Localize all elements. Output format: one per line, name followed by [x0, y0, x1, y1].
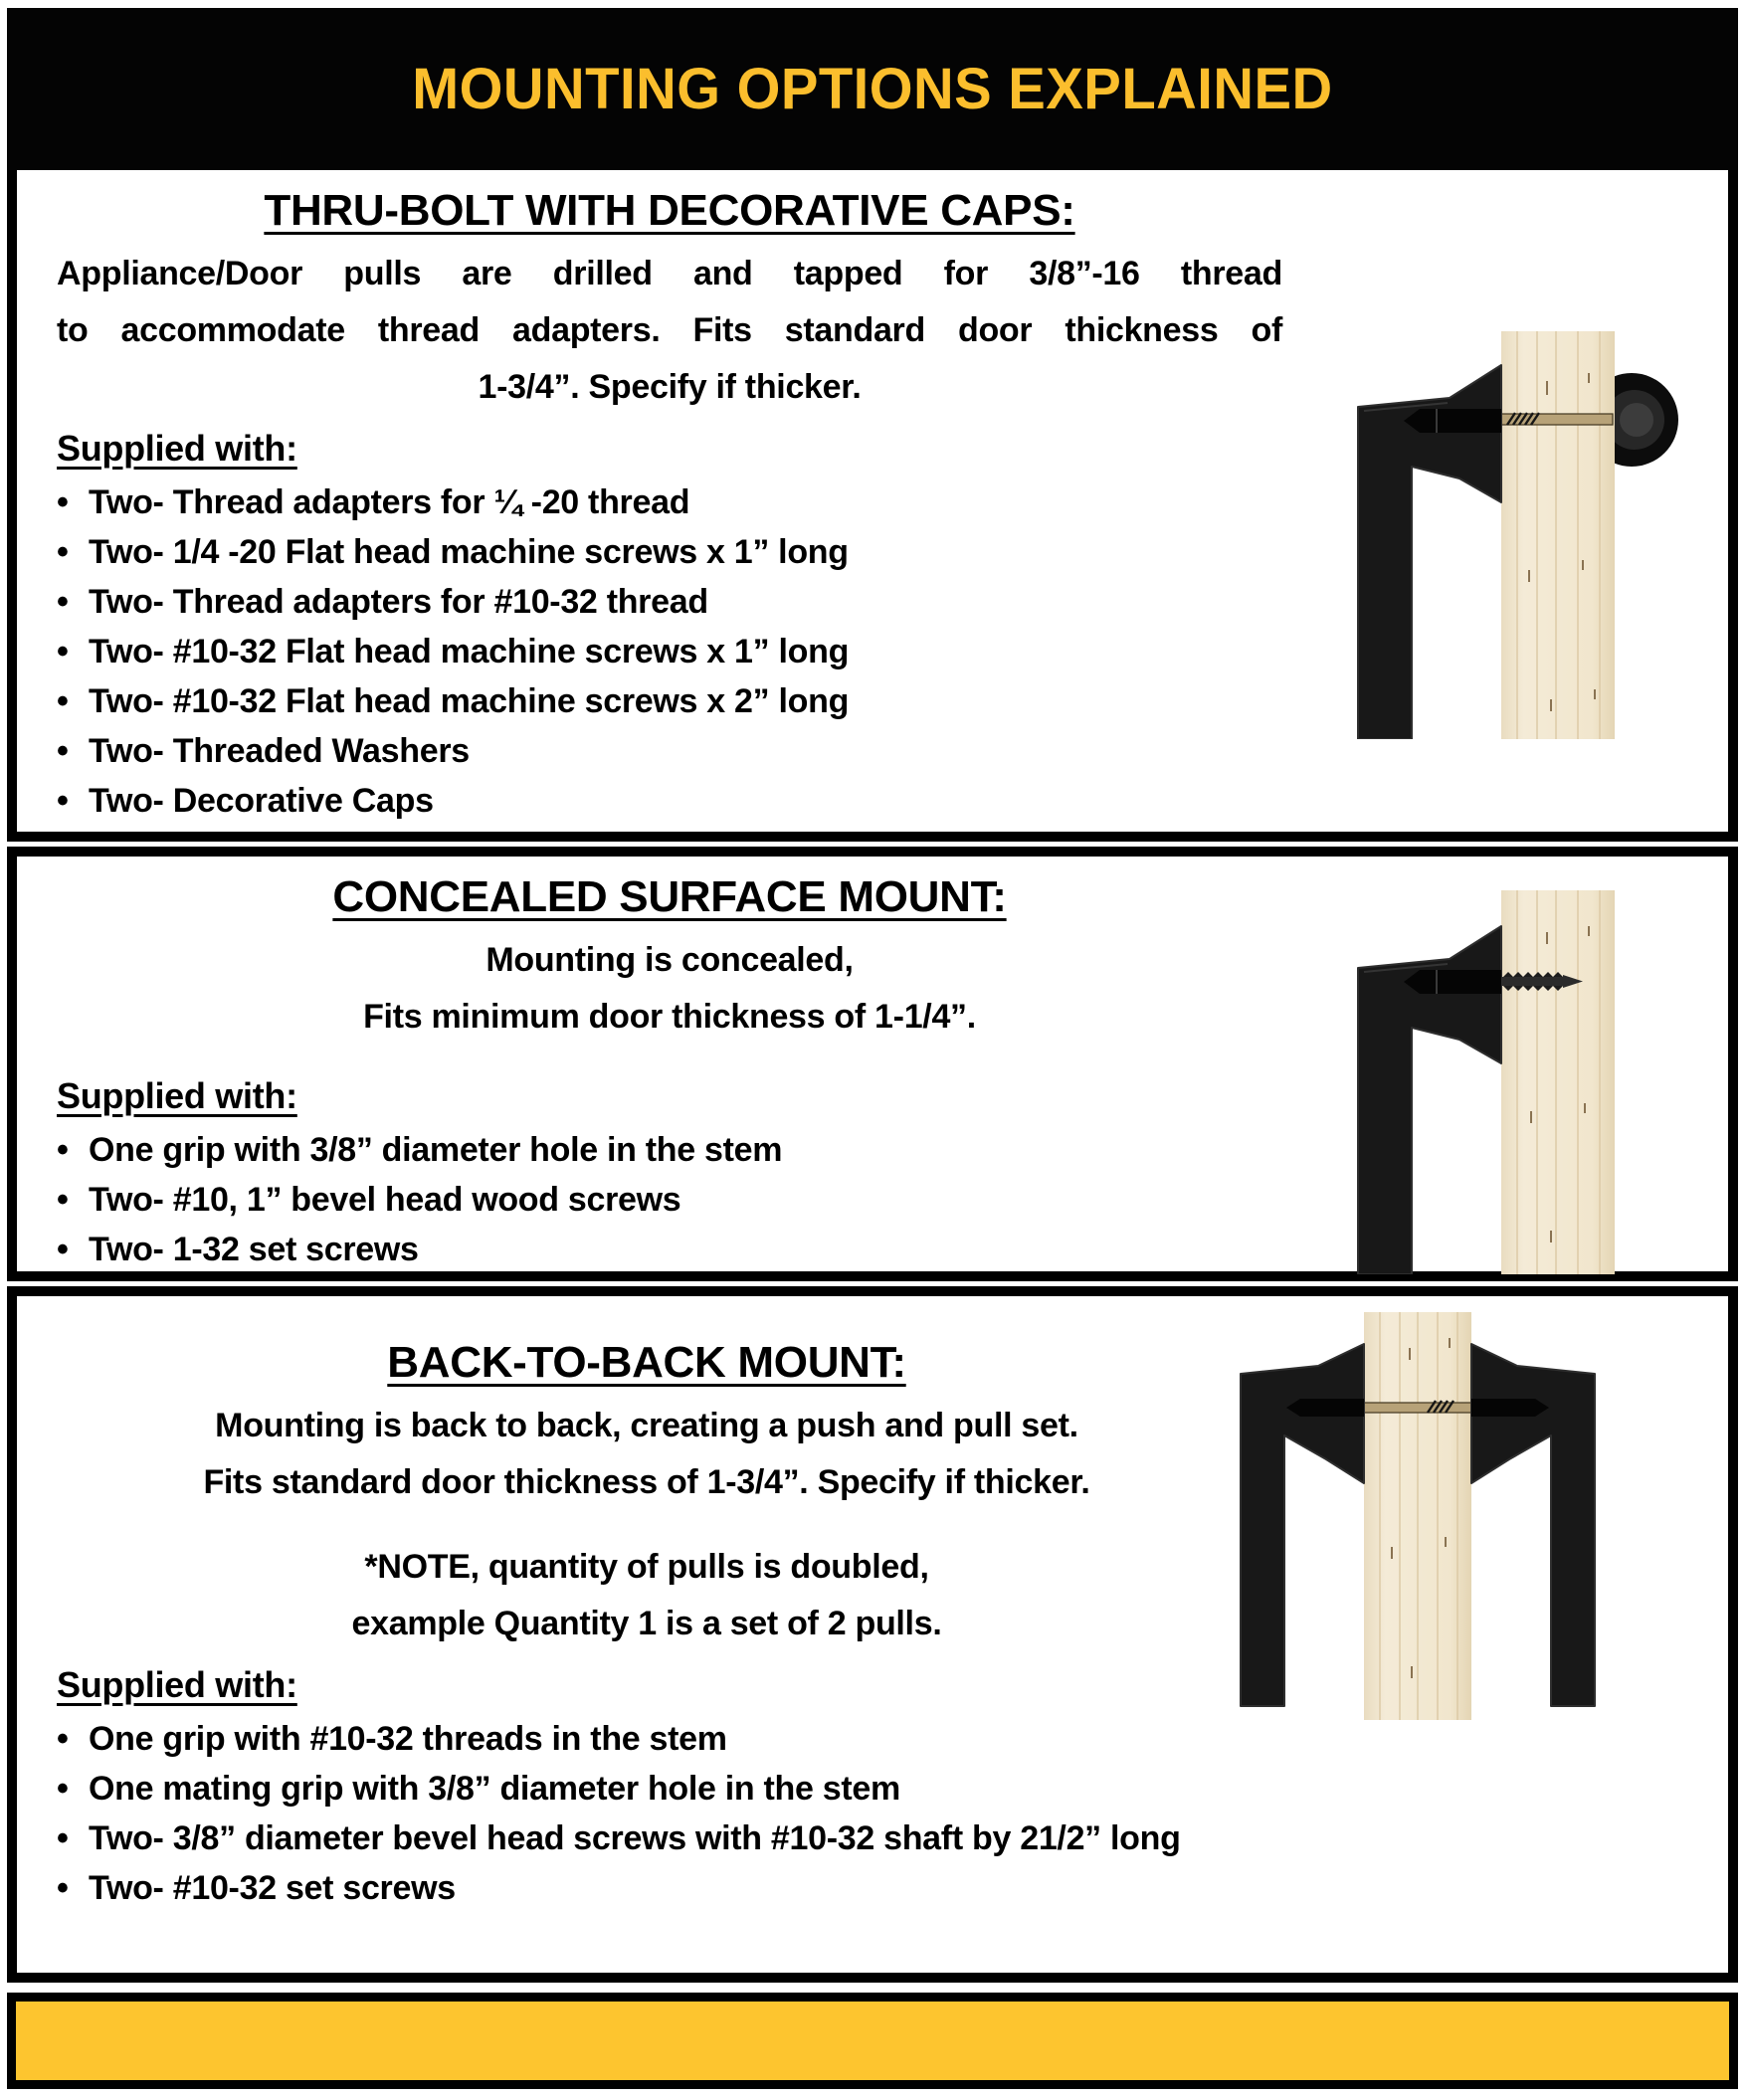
thru-bolt-figure [1253, 321, 1710, 739]
page-title: MOUNTING OPTIONS EXPLAINED [412, 57, 1333, 121]
description-line: 1-3/4”. Specify if thicker. [478, 368, 862, 406]
supplied-item: • Two- #10-32 Flat head machine screws x 1” long [57, 627, 1728, 676]
supplied-item: • Two- 3/8” diameter bevel head screws with #10-32 shaft by 21/2” long [57, 1814, 1728, 1863]
supplied-item: • Two- 1-32 set screws [57, 1225, 1728, 1274]
thru-bolt-icon [1501, 413, 1613, 425]
section-note [57, 1539, 1237, 1652]
wood-door [1501, 890, 1615, 1274]
section-description [57, 932, 1282, 1046]
back-to-back-figure [1223, 1308, 1613, 1720]
concealed-surface-mount-render [1253, 882, 1710, 1274]
supplied-item: • Two- #10-32 Flat head machine screws x 2” long [57, 676, 1728, 726]
section-heading: BACK-TO-BACK MOUNT: [387, 1338, 906, 1387]
pull-handle [1358, 926, 1501, 1274]
note-line: *NOTE, quantity of pulls is doubled, [364, 1548, 929, 1586]
page-header [7, 8, 1738, 170]
section-description [57, 246, 1282, 416]
back-to-back-mount-render [1223, 1308, 1613, 1720]
description-line: Fits minimum door thickness of 1-1/4”. [363, 998, 976, 1036]
section-heading: THRU-BOLT WITH DECORATIVE CAPS: [264, 186, 1075, 235]
supplied-item: • One mating grip with 3/8” diameter hole in the stem [57, 1764, 1728, 1814]
supplied-item: • Two- Thread adapters for ¼ -20 thread [57, 477, 1728, 527]
description-line: Mounting is concealed, [485, 941, 854, 979]
pull-handle-left [1241, 1344, 1364, 1706]
section-thru-bolt [7, 170, 1738, 842]
supplied-with-label: Supplied with: [57, 428, 297, 469]
description-line: to accommodate thread adapters. Fits standard door thickness of [57, 311, 1282, 349]
description-line: Mounting is back to back, creating a push and pull set. [215, 1407, 1078, 1444]
supplied-with-label: Supplied with: [57, 1075, 297, 1116]
section-description [57, 1398, 1237, 1511]
supplied-item: • Two- #10-32 set screws [57, 1863, 1728, 1913]
supplied-item: • Two- Threaded Washers [57, 726, 1728, 776]
supplied-item: • One grip with #10-32 threads in the stem [57, 1714, 1728, 1764]
supplied-with-label: Supplied with: [57, 1664, 297, 1705]
description-line: Fits standard door thickness of 1-3/4”. Specify if thicker. [203, 1463, 1090, 1501]
through-bolt-icon [1364, 1401, 1471, 1413]
note-line: example Quantity 1 is a set of 2 pulls. [351, 1605, 942, 1642]
footer-accent-bar [7, 1993, 1738, 2089]
supplied-item: • Two- Decorative Caps [57, 776, 1728, 826]
concealed-mount-figure [1253, 882, 1710, 1274]
section-concealed-surface-mount [7, 847, 1738, 1281]
wood-door [1501, 331, 1615, 739]
description-line: Appliance/Door pulls are drilled and tapped for 3/8”-16 thread [57, 255, 1282, 292]
section-heading: CONCEALED SURFACE MOUNT: [332, 872, 1007, 921]
pull-handle-right [1471, 1344, 1595, 1706]
supplied-item: • Two- #10, 1” bevel head wood screws [57, 1175, 1728, 1225]
section-back-to-back-mount [7, 1286, 1738, 1983]
wood-door [1364, 1312, 1471, 1720]
thru-bolt-render [1253, 321, 1710, 739]
supplied-item: • One grip with 3/8” diameter hole in the stem [57, 1125, 1728, 1175]
supplied-item: • Two- Thread adapters for #10-32 thread [57, 577, 1728, 627]
pull-handle [1358, 365, 1501, 739]
supplied-item: • Two- 1/4 -20 Flat head machine screws x 1” long [57, 527, 1728, 577]
supplied-list [57, 1714, 1728, 1913]
